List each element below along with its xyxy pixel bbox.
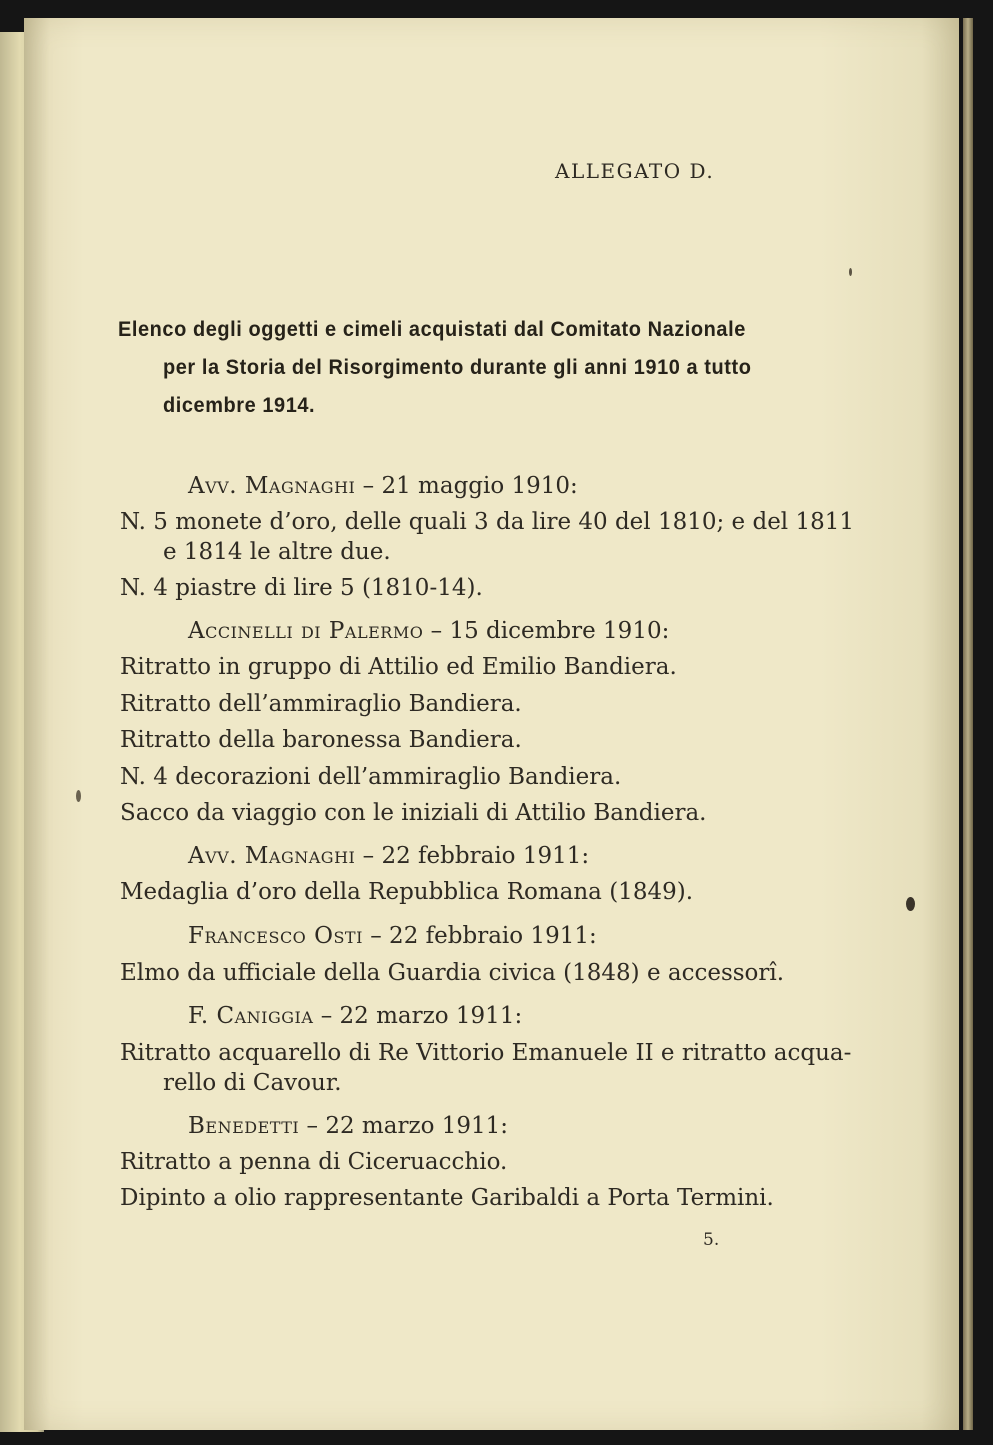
entry-heading — [188, 842, 589, 870]
list-item: N. 4 piastre di lire 5 (1810-14). — [120, 575, 483, 601]
list-item: Ritratto in gruppo di Attilio ed Emilio Bandiera. — [120, 654, 677, 680]
entry-date: – 22 marzo 1911: — [306, 1113, 509, 1139]
donor-name: Avv. Magnaghi — [188, 843, 356, 869]
entry-heading — [188, 472, 578, 500]
title-line-1: Elenco degli oggetti e cimeli acquistati dal Comitato Nazionale — [118, 318, 746, 341]
list-item: e 1814 le altre due. — [163, 539, 391, 565]
list-item: Dipinto a olio rappresentante Garibaldi a Porta Termini. — [120, 1185, 774, 1211]
list-item: Ritratto della baronessa Bandiera. — [120, 727, 522, 753]
paper-speck — [906, 897, 915, 911]
donor-name: Benedetti — [188, 1113, 300, 1139]
entry-heading — [188, 617, 669, 645]
list-item: Ritratto acquarello di Re Vittorio Emanuele II e ritratto acqua- — [120, 1040, 852, 1066]
entry-date: – 15 dicembre 1910: — [430, 618, 670, 644]
entry-date: – 22 febbraio 1911: — [370, 923, 597, 949]
list-item: N. 4 decorazioni dell’ammiraglio Bandiera. — [120, 764, 622, 790]
donor-name: F. Caniggia — [188, 1003, 314, 1029]
title-line-3: dicembre 1914. — [163, 394, 316, 417]
list-item: N. 5 monete d’oro, delle quali 3 da lire 40 del 1810; e del 1811 — [120, 509, 855, 535]
donor-name: Avv. Magnaghi — [188, 473, 356, 499]
paper-speck — [76, 790, 81, 802]
signature-mark: 5. — [703, 1230, 720, 1250]
donor-name: Francesco Osti — [188, 923, 363, 949]
entry-date: – 22 marzo 1911: — [320, 1003, 523, 1029]
page-stack-edge — [963, 18, 973, 1430]
list-item: Sacco da viaggio con le iniziali di Attilio Bandiera. — [120, 800, 707, 826]
list-item: Elmo da ufficiale della Guardia civica (1848) e accessorî. — [120, 960, 785, 986]
entry-heading — [188, 1002, 522, 1030]
allegato-label: ALLEGATO D. — [555, 159, 715, 183]
entry-date: – 21 maggio 1910: — [362, 473, 578, 499]
book-page — [24, 18, 959, 1430]
list-item: Ritratto a penna di Ciceruacchio. — [120, 1149, 508, 1175]
list-item: Ritratto dell’ammiraglio Bandiera. — [120, 691, 522, 717]
entry-heading — [188, 922, 597, 950]
list-item: Medaglia d’oro della Repubblica Romana (1849). — [120, 879, 694, 905]
entry-heading — [188, 1112, 508, 1140]
list-item: rello di Cavour. — [163, 1070, 342, 1096]
paper-speck — [849, 268, 852, 276]
entry-date: – 22 febbraio 1911: — [362, 843, 590, 869]
title-line-2: per la Storia del Risorgimento durante gli anni 1910 a tutto — [163, 356, 752, 379]
donor-name: Accinelli di Palermo — [188, 618, 424, 644]
